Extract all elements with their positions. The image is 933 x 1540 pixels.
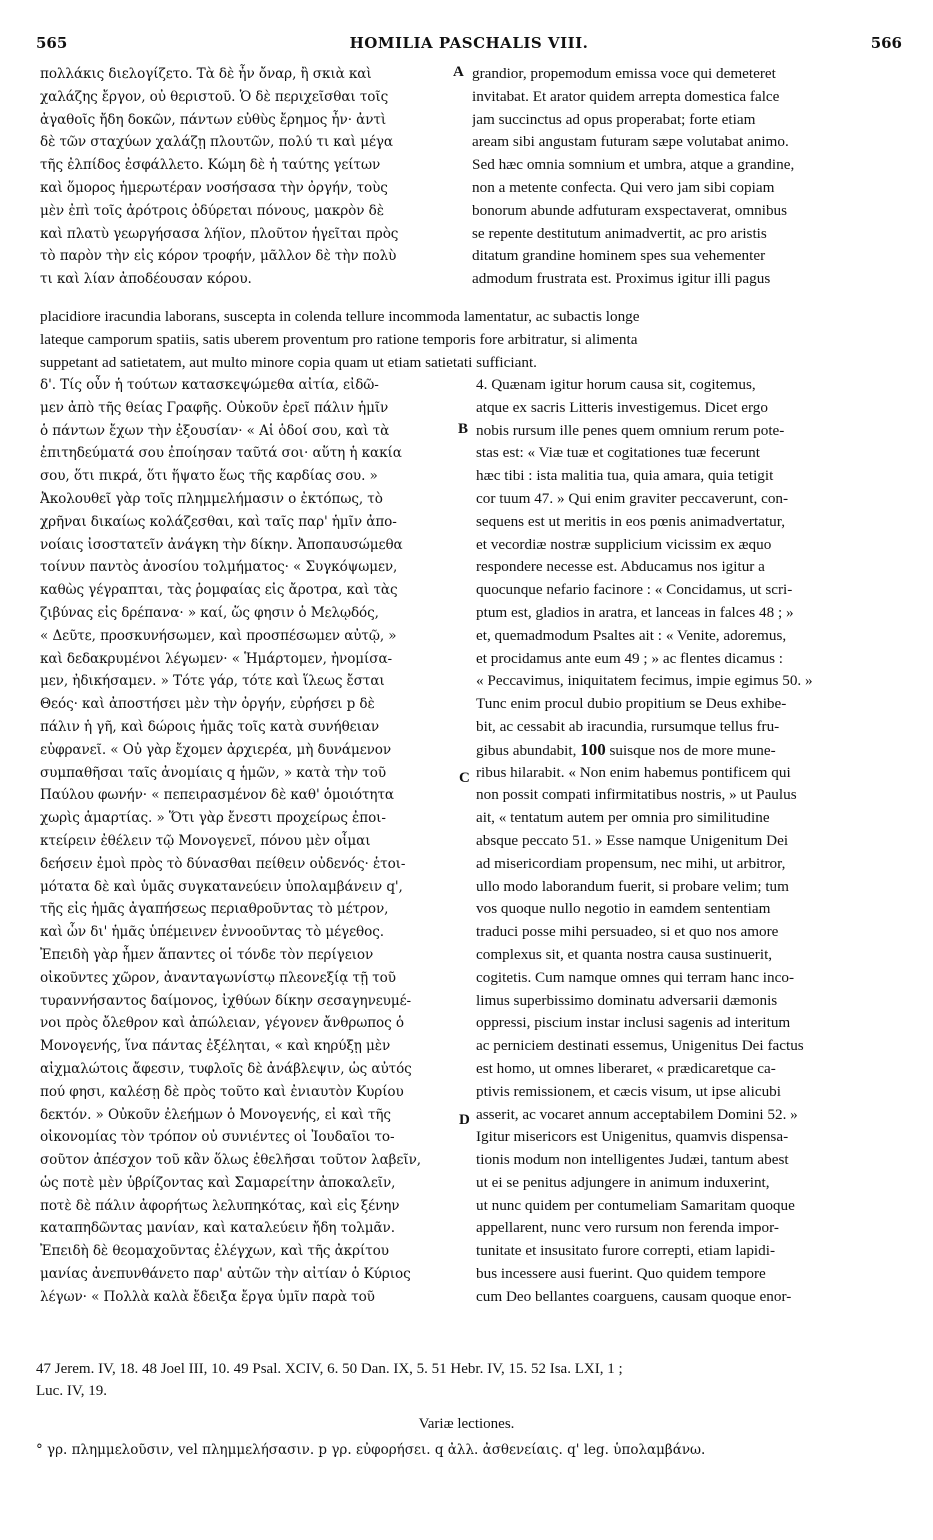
- text-line: κτείρειν ἐθέλειν τῷ Μονογενεῖ, πόνου μὲν οἶμαι: [40, 832, 371, 849]
- text-line: δ'. Τίς οὖν ἡ τούτων κατασκεψώμεθα αἰτία, εἰδῶ-: [40, 377, 379, 393]
- text-line: absque peccato 51. » Esse namque Unigenitum Dei: [476, 831, 789, 849]
- text-line: τῆς ἐλπίδος ἐσφάλλετο. Κώμη δὲ ἡ ταύτης γείτων: [40, 157, 381, 174]
- latin-column-top: [472, 63, 892, 291]
- text-line: ditatum grandine hominem spes sua vehementer: [472, 247, 766, 265]
- text-line: suppetant ad satietatem, aut multo minore copia quam ut etiam satietati sufficiant.: [40, 353, 537, 371]
- text-line: sequens est ut meritis in eos pœnis animadvertatur,: [476, 512, 785, 530]
- text-line: tionis modum non intelligentes Judæi, tantum abest: [476, 1151, 789, 1169]
- text-line: vos quoque nullo negotio in eamdem sententiam: [476, 900, 771, 918]
- text-line: aream sibi angustam futuram sæpe volutabat animo.: [472, 133, 789, 151]
- text-line: καὶ πλατὺ γεωργήσασα λήϊον, πλοῦτον ἡγεῖται πρὸς: [40, 225, 399, 242]
- text-line: nobis rursum ille penes quem omnium rerum pote-: [476, 421, 785, 439]
- text-fragment: suisque nos de more mune-: [605, 741, 776, 759]
- text-line: μανίας ἀνεπυνθάνετο παρ' αὐτῶν τὴν αἰτίαν ὁ Κύριος: [40, 1266, 411, 1283]
- text-line: atque ex sacris Litteris investigemus. Dicet ergo: [476, 398, 768, 416]
- text-line: εὐφρανεῖ. « Οὐ γὰρ ἔχομεν ἀρχιερέα, μὴ δυνάμενον: [40, 741, 392, 758]
- text-line: se repente destitutum animadvertit, ac pro aristis: [472, 224, 767, 242]
- text-line: Igitur misericors est Unigenitus, quamvis dispensa-: [476, 1128, 789, 1146]
- text-line: ut nunc quidem per contumeliam Samaritam quoque: [476, 1196, 795, 1214]
- text-line: ad misericordiam propensum, nec mihi, ut arbitror,: [476, 854, 786, 872]
- text-line: stas est: « Viæ tuæ et cogitationes tuæ fecerunt: [476, 444, 760, 462]
- text-line: ait, « tentatum autem per omnia pro similitudine: [476, 809, 770, 827]
- text-line: Ἀκολουθεῖ γὰρ τοῖς πλημμελήμασιν ο ἐκτόπως, τὸ: [40, 490, 383, 507]
- text-line: τῆς εἰς ἡμᾶς ἀγαπήσεως περιαθροῦντας τὸ μέτρον,: [40, 901, 389, 918]
- text-line: cor tuum 47. » Qui enim graviter peccaverunt, con-: [476, 489, 789, 507]
- text-line: δεήσειν ἐμοὶ πρὸς τὸ δύνασθαι πείθειν οὐδενός· ἑτοι-: [40, 855, 406, 872]
- page-number-left: 565: [36, 34, 68, 52]
- text-line: τοίνυν παντὸς ἀνοσίου τολμήματος· « Συγκόψωμεν,: [40, 559, 398, 576]
- text-line: « Δεῦτε, προσκυνήσωμεν, καὶ προσπέσωμεν αὐτῷ, »: [40, 627, 397, 644]
- text-line: non possit compati infirmitatibus nostris, » ut Paulus: [476, 786, 797, 804]
- text-line: χρῆναι δικαίως κολάζεσθαι, καὶ ταῖς παρ' ἡμῖν ἀπο-: [40, 513, 397, 530]
- footnotes: [36, 1358, 902, 1402]
- text-line: ptum est, gladios in aratra, et lanceas in falces 48 ; »: [476, 603, 794, 621]
- text-line: οἰκοῦντες χῶρον, ἀνανταγωνίστῳ πλεονεξίᾳ τῇ τοῦ: [40, 969, 396, 986]
- margin-marker-d: D: [459, 1112, 470, 1128]
- text-line: admodum frustrata est. Proximus igitur illi pagus: [472, 270, 771, 288]
- text-line: τι καὶ λίαν ἀποδέουσαν κόρου.: [40, 271, 252, 288]
- latin-column-main: [476, 374, 896, 1309]
- text-line: Μονογενής, ἵνα πάντας ἐξέληται, « καὶ κηρύξῃ μὲν: [40, 1038, 391, 1055]
- text-line: Ἐπειδὴ γὰρ ἦμεν ἅπαντες οἱ τόνδε τὸν περίγειον: [40, 946, 374, 963]
- text-line: δὲ τῶν σταχύων χαλάζῃ πλουτῶν, πολύ τι καὶ μέγα: [40, 134, 393, 151]
- text-line: τυραννήσαντος δαίμονος, ἰχθύων δίκην σεσαγηνευμέ-: [40, 992, 412, 1009]
- text-line: asserit, ac vocaret annum acceptabilem Domini 52. »: [476, 1105, 798, 1123]
- text-line: μεν ἀπὸ τῆς θείας Γραφῆς. Οὐκοῦν ἐρεῖ πάλιν ἡμῖν: [40, 399, 389, 416]
- text-line: et vecordiæ nostræ supplicium vicissim ex æquo: [476, 535, 772, 553]
- text-line: μότατα δὲ καὶ ὑμᾶς συγκατανεύειν ὑπολαμβάνειν q',: [40, 878, 403, 895]
- text-line: πολλάκις διελογίζετο. Τὰ δὲ ἦν ὄναρ, ἢ σκιὰ καὶ: [40, 66, 372, 82]
- text-line: καὶ ὧν δι' ἡμᾶς ὑπέμεινεν ἐννοοῦντας τὸ μέγεθος.: [40, 924, 384, 941]
- text-line: καταπηδῶντας μανίαν, καὶ καταλεύειν ἤδη τολμᾶν.: [40, 1220, 395, 1237]
- text-line: oppressi, piscium instar inclusi sagenis ad interitum: [476, 1014, 791, 1032]
- running-title: HOMILIA PASCHALIS VIII.: [349, 34, 589, 52]
- text-line: gibus abundabit, 100 suisque nos de more mune-: [476, 739, 776, 759]
- text-line: χωρὶς ἁμαρτίας. » Ὅτι γὰρ ἔνεστι προχείρως ἐποι-: [40, 810, 386, 827]
- text-line: et procidamus ante eum 49 ; » ac flentes dicamus :: [476, 649, 784, 667]
- text-line: appellarent, nunc vero rursum non ferenda impor-: [476, 1219, 779, 1237]
- text-line: traduci posse mihi persuadeo, si et quo nos amore: [476, 923, 779, 941]
- text-line: placidiore iracundia laborans, suscepta in colenda tellure incommoda lamentatur, ac subactis longe: [40, 308, 640, 325]
- text-line: Tunc enim procul dubio propitium se Deus exhibe-: [476, 695, 787, 713]
- text-line: καὶ ὅμορος ἡμερωτέραν νοσήσασα τὴν ὀργήν, τοὺς: [40, 179, 388, 196]
- text-line: νοίαις ἰσοστατεῖν ἀνάγκη τὴν δίκην. Ἀποπαυσώμεθα: [40, 536, 403, 553]
- text-line: ut ei se penitus adjungere in animum induxerint,: [476, 1173, 770, 1191]
- text-line: invitabat. Et arator quidem arrepta domestica falce: [472, 87, 780, 105]
- text-line: ὁ πάντων ἔχων τὴν ἐξουσίαν· « Αἱ ὁδοί σου, καὶ τὰ: [40, 422, 390, 439]
- text-line: χαλάζης ἔργον, οὐ θεριστοῦ. Ὁ δὲ περιχεῖσθαι τοῖς: [40, 88, 389, 105]
- footnote-line: Luc. IV, 19.: [36, 1383, 107, 1399]
- text-line: συμπαθῆσαι ταῖς ἀνομίαις q ἡμῶν, » κατὰ τὴν τοῦ: [40, 764, 386, 781]
- text-line: bit, ac cessabit ab iracundia, rursumque tellus fru-: [476, 717, 780, 735]
- text-line: non a metente confecta. Qui vero jam sibi copiam: [472, 178, 775, 196]
- text-line: δεκτόν. » Οὐκοῦν ἐλεήμων ὁ Μονογενής, εἰ καὶ τῆς: [40, 1106, 391, 1123]
- text-line: lateque camporum spatiis, satis uberem proventum pro ratione temporis fore arbitratur, si alimenta: [40, 330, 638, 348]
- margin-marker-a: A: [453, 64, 464, 80]
- text-line: ribus hilarabit. « Non enim habemus pontificem qui: [476, 763, 791, 781]
- text-line: limus superbissimo dominatu adversarii dæmonis: [476, 991, 778, 1009]
- greek-column-main: [40, 374, 460, 1309]
- text-line: ζιβύνας εἰς δρέπανα· » καί, ὥς φησιν ὁ Μελῳδός,: [40, 604, 379, 621]
- text-line: hæc tibi : ista malitia tua, quia amara, quia tetigit: [476, 467, 774, 485]
- text-line: ποτὲ δὲ πάλιν ἀφορήτως λελυπηκότας, καὶ εἰς ξένην: [40, 1197, 400, 1214]
- page-number-right: 566: [870, 34, 902, 52]
- greek-column-top: [40, 63, 460, 291]
- text-line: Sed hæc omnia somnium et umbra, atque a grandine,: [472, 156, 795, 174]
- text-line: οἰκονομίας τὸν τρόπον οὐ συνιέντες οἱ Ἰουδαῖοι το-: [40, 1129, 395, 1146]
- text-line: grandior, propemodum emissa voce qui demeteret: [472, 65, 776, 82]
- text-line: jam succinctus ad opus properabat; forte etiam: [472, 110, 756, 128]
- text-line: πάλιν ἡ γῆ, καὶ δώροις ἡμᾶς τοῖς κατὰ συνήθειαν: [40, 718, 380, 735]
- variae-lectiones-text: ° γρ. πλημμελοῦσιν, vel πλημμελήσασιν. p γρ. εὐφορήσει. q ἀλλ. ἀσθενείαις. q' leg. ὑπολαμβάνω.: [36, 1442, 706, 1458]
- text-line: ὡς ποτὲ μὲν ὑβρίζοντας καὶ Σαμαρείτην ἀποκαλεῖν,: [40, 1174, 396, 1191]
- text-line: Παύλου φωνήν· « πεπειρασμένον δὲ καθ' ὁμοιότητα: [40, 787, 394, 804]
- text-line: est homo, ut omnes liberaret, « prædicaretque ca-: [476, 1059, 776, 1077]
- text-line: μεν, ἠδικήσαμεν. » Τότε γάρ, τότε καὶ ἵλεως ἔσται: [40, 673, 385, 690]
- text-line: cum Deo bellantes coarguens, causam quoque enor-: [476, 1287, 792, 1305]
- text-line: ac perniciem destinati essemus, Unigenitus Dei factus: [476, 1037, 804, 1055]
- variae-lectiones-heading: Variæ lectiones.: [418, 1416, 515, 1432]
- text-line: σου, ὅτι πικρά, ὅτι ἥψατο ἕως τῆς καρδίας σου. »: [40, 468, 378, 485]
- text-line: λέγων· « Πολλὰ καλὰ ἔδειξα ἔργα ὑμῖν παρὰ τοῦ: [40, 1288, 375, 1305]
- text-line: μὲν ἐπὶ τοῖς ἀρότροις ὀδύρεται πόνους, μακρὸν δὲ: [40, 202, 384, 219]
- text-line: καὶ δεδακρυμένοι λέγωμεν· « Ἡμάρτομεν, ἠνομίσα-: [40, 650, 393, 667]
- text-line: quocunque nefario facinore : « Concidamus, ut scri-: [476, 581, 793, 599]
- text-line: καθὼς γέγραπται, τὰς ῥομφαίας εἰς ἄροτρα, καὶ τὰς: [40, 582, 398, 599]
- text-line: σοῦτον ἀπέσχον τοῦ κἂν ὅλως ἐθελῆσαι τοῦτον λαβεῖν,: [40, 1152, 421, 1169]
- margin-marker-c: C: [459, 770, 470, 786]
- text-line: bonorum abunde adfuturam exspectaverat, omnibus: [472, 201, 788, 219]
- footnote-line: 47 Jerem. IV, 18. 48 Joel III, 10. 49 Psal. XCIV, 6. 50 Dan. IX, 5. 51 Hebr. IV, 15. 52 Isa. LXI, 1 ;: [36, 1361, 623, 1377]
- text-line: νοι πρὸς ὄλεθρον καὶ ἀπώλειαν, γέγονεν ἄνθρωπος ὁ: [40, 1015, 404, 1032]
- text-line: ptivis remissionem, et cæcis visum, ut ipse alicubi: [476, 1082, 781, 1100]
- text-line: complexus sit, et quanta nostra causa sustinuerit,: [476, 945, 773, 963]
- text-line: cogitetis. Cum namque omnes qui terram hanc inco-: [476, 968, 795, 986]
- text-line: tunitate et insusitato furore correpti, etiam lapidi-: [476, 1242, 776, 1260]
- text-line: ἐπιτηδεύματά σου ἐποίησαν ταῦτά σοι· αὕτη ἡ κακία: [40, 445, 402, 462]
- inline-page-number: 100: [580, 739, 606, 759]
- text-line: respondere necesse est. Abducamus nos igitur a: [476, 558, 765, 576]
- text-line: « Peccavimus, iniquitatem fecimus, impie egimus 50. »: [476, 672, 813, 690]
- text-line: Θεός· καὶ ἀποστήσει μὲν τὴν ὀργήν, εὐρήσει p δὲ: [40, 696, 375, 713]
- text-line: τὸ παρὸν τὴν εἰς κόρον τροφήν, μᾶλλον δὲ τὴν πολὺ: [40, 248, 397, 265]
- text-line: ἀγαθοῖς ἤδη δοκῶν, πάντων εὐθὺς ἔρημος ἦν· ἀντὶ: [40, 111, 387, 128]
- text-line: ullo modo laborandum fuerit, si probare velim; tum: [476, 877, 789, 895]
- text-line: et, quemadmodum Psaltes ait : « Venite, adoremus,: [476, 626, 787, 644]
- text-line: Ἐπειδὴ δὲ θεομαχοῦντας ἐλέγχων, καὶ τῆς ἀκρίτου: [40, 1243, 389, 1260]
- text-line: 4. Quænam igitur horum causa sit, cogitemus,: [476, 376, 756, 393]
- page-header: [36, 34, 902, 56]
- margin-marker-b: B: [458, 421, 469, 437]
- latin-full-width-paragraph: [40, 306, 895, 374]
- text-line: πού φησι, καλέσῃ δὲ πρὸς τοῦτο καὶ ἐνιαυτὸν Κυρίου: [40, 1083, 404, 1100]
- text-line: bus incessere ausi fuerint. Quo quidem tempore: [476, 1265, 766, 1283]
- text-line: αἰχμαλώτοις ἄφεσιν, τυφλοῖς δὲ ἀνάβλεψιν, ὡς αὐτός: [40, 1060, 412, 1077]
